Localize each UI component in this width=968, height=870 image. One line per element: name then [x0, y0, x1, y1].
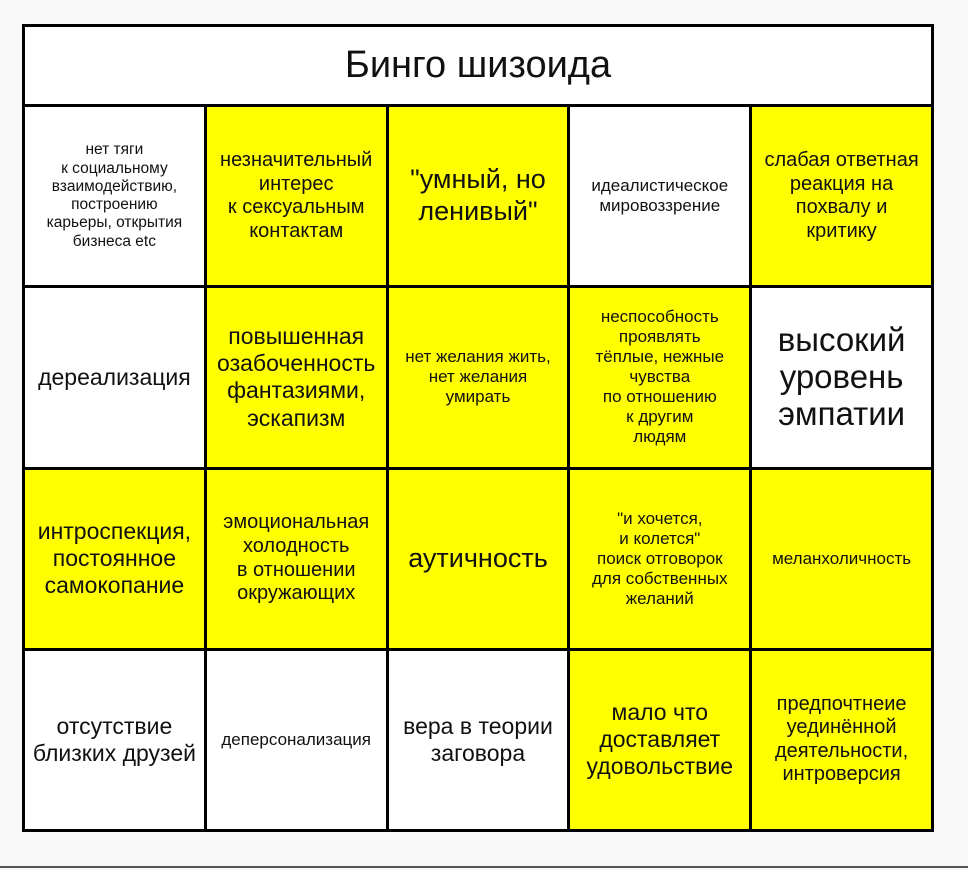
bingo-cell-r2c5[interactable]: высокий уровень эмпатии [752, 288, 931, 466]
bingo-cell-r1c5[interactable]: слабая ответная реакция на похвалу и критику [752, 107, 931, 285]
bingo-grid [25, 107, 931, 829]
bingo-cell-r1c1[interactable]: нет тяги к социальному взаимодействию, построению карьеры, открытия бизнеса etc [25, 107, 204, 285]
bingo-cell-r2c2[interactable]: повышенная озабоченность фантазиями, эскапизм [207, 288, 386, 466]
bingo-cell-r3c1[interactable]: интроспекция, постоянное самокопание [25, 470, 204, 648]
bingo-cell-r3c3[interactable]: аутичность [389, 470, 568, 648]
bingo-cell-r4c5[interactable]: предпочтнеие уединённой деятельности, интроверсия [752, 651, 931, 829]
bingo-cell-r3c4[interactable]: "и хочется, и колется" поиск отговорок для собственных желаний [570, 470, 749, 648]
bingo-cell-r2c4[interactable]: неспособность проявлять тёплые, нежные чувства по отношению к другим людям [570, 288, 749, 466]
bingo-cell-r1c4[interactable]: идеалистическое мировоззрение [570, 107, 749, 285]
bingo-cell-r3c5[interactable]: меланхоличность [752, 470, 931, 648]
bingo-cell-r2c3[interactable]: нет желания жить, нет желания умирать [389, 288, 568, 466]
bingo-cell-r1c2[interactable]: незначительный интерес к сексуальным контактам [207, 107, 386, 285]
bottom-divider [0, 866, 968, 868]
bingo-board [22, 24, 934, 832]
bingo-cell-r4c2[interactable]: деперсонализация [207, 651, 386, 829]
bingo-cell-r2c1[interactable]: дереализация [25, 288, 204, 466]
bingo-title: Бинго шизоида [25, 27, 931, 104]
bingo-cell-r3c2[interactable]: эмоциональная холодность в отношении окружающих [207, 470, 386, 648]
bingo-cell-r4c4[interactable]: мало что доставляет удовольствие [570, 651, 749, 829]
bingo-cell-r4c3[interactable]: вера в теории заговора [389, 651, 568, 829]
bingo-cell-r1c3[interactable]: "умный, но ленивый" [389, 107, 568, 285]
bingo-cell-r4c1[interactable]: отсутствие близких друзей [25, 651, 204, 829]
